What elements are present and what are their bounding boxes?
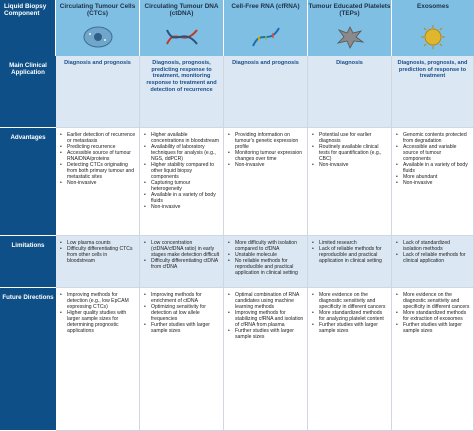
list-item: • Detecting CTCs originating from both primary tumour and metastatic sites: [67, 162, 136, 180]
list-item: • Further studies with larger sample sizes: [151, 322, 220, 334]
list-item: • Non-invasive: [403, 180, 470, 186]
list-item: • Accessible source of tumour RNA/DNA/proteins: [67, 150, 136, 162]
header-cfrna: [224, 0, 308, 56]
limitations-ctc: [56, 236, 140, 288]
advantages-ctdna-list: [143, 132, 220, 210]
main-app-ctc: Diagnosis and prognosis: [56, 56, 140, 128]
list-item: • More evidence on the diagnostic sensitivity and specificity in different cancers: [319, 292, 388, 310]
list-item: • Improving methods for enrichment of ctDNA: [151, 292, 220, 304]
rna-strand-icon: [249, 24, 283, 50]
list-item: • Non-invasive: [151, 204, 220, 210]
header-ctc-title: Circulating Tumour Cells (CTCs): [59, 3, 136, 18]
future-ctc: [56, 288, 140, 431]
list-item: • Predicting recurrence: [67, 144, 136, 150]
advantages-tep: [308, 128, 392, 236]
list-item: • Optimal combination of RNA candidates using machine learning methods: [235, 292, 304, 310]
list-item: • Non-invasive: [67, 180, 136, 186]
future-ctdna-list: [143, 292, 220, 334]
list-item: • Low plasma counts: [67, 240, 136, 246]
main-app-exo: Diagnosis, prognosis, and prediction of response to treatment: [392, 56, 474, 128]
main-app-ctdna: Diagnosis, prognosis, predicting response to treatment, monitoring response to treatment and detection of recurrence: [140, 56, 224, 128]
list-item: • Higher available concentrations in bloodstream: [151, 132, 220, 144]
list-item: • Monitoring tumour expression changes over time: [235, 150, 304, 162]
header-ctc: [56, 0, 140, 56]
advantages-exo-list: [395, 132, 470, 186]
list-item: • Lack of reliable methods for clinical application: [403, 252, 470, 264]
header-cfrna-title: Cell-Free RNA (cfRNA): [231, 3, 300, 10]
header-exo: [392, 0, 474, 56]
list-item: • Availability of laboratory techniques for analysis (e.g., NGS, ddPCR): [151, 144, 220, 162]
limitations-ctc-list: [59, 240, 136, 264]
list-item: • Difficulty differentiating ctDNA from cfDNA: [151, 258, 220, 270]
list-item: • Capturing tumour heterogeneity: [151, 180, 220, 192]
header-ctdna: [140, 0, 224, 56]
limitations-ctdna-list: [143, 240, 220, 270]
main-app-cfrna: Diagnosis and prognosis: [224, 56, 308, 128]
list-item: • Potential use for earlier diagnosis: [319, 132, 388, 144]
list-item: • Optimizing sensitivity for detection at low allele frequencies: [151, 304, 220, 322]
future-ctdna: [140, 288, 224, 431]
cell-icon: [81, 24, 115, 50]
list-item: • Earlier detection of recurrence or metastasis: [67, 132, 136, 144]
advantages-exo: [392, 128, 474, 236]
future-exo: [392, 288, 474, 431]
limitations-cfrna: [224, 236, 308, 288]
list-item: • Unstable molecule: [235, 252, 304, 258]
future-cfrna: [224, 288, 308, 431]
header-ctdna-title: Circulating Tumour DNA (ctDNA): [144, 3, 219, 18]
row-label-limitations: Limitations: [0, 236, 56, 288]
header-tep: [308, 0, 392, 56]
future-ctc-list: [59, 292, 136, 334]
list-item: • Lack of reliable methods for reproducible and practical application in clinical setting: [319, 246, 388, 264]
list-item: • Further studies with larger sample sizes: [235, 328, 304, 340]
advantages-tep-list: [311, 132, 388, 168]
list-item: • Genomic contents protected from degradation: [403, 132, 470, 144]
limitations-tep: [308, 236, 392, 288]
limitations-tep-list: [311, 240, 388, 264]
future-cfrna-list: [227, 292, 304, 340]
list-item: • Limited research: [319, 240, 388, 246]
limitations-ctdna: [140, 236, 224, 288]
list-item: • More difficulty with isolation compared to cfDNA: [235, 240, 304, 252]
row-label-main-app: Main Clinical Application: [0, 56, 56, 128]
list-item: • Further studies with larger sample sizes: [403, 322, 470, 334]
list-item: • Low concentration (ctDNA/cfDNA ratio) in early stages make detection difficult: [151, 240, 220, 258]
platelet-icon: [333, 24, 367, 50]
list-item: • More abundant: [403, 174, 470, 180]
future-exo-list: [395, 292, 470, 334]
limitations-exo-list: [395, 240, 470, 264]
future-tep: [308, 288, 392, 431]
advantages-ctc: [56, 128, 140, 236]
list-item: • More standardized methods for analyzing platelet content: [319, 310, 388, 322]
row-label-advantages: Advantages: [0, 128, 56, 236]
list-item: • More evidence on the diagnostic sensitivity and specificity in different cancers: [403, 292, 470, 310]
list-item: • More standardized methods for extraction of exosomes: [403, 310, 470, 322]
limitations-exo: [392, 236, 474, 288]
advantages-cfrna-list: [227, 132, 304, 168]
advantages-ctc-list: [59, 132, 136, 186]
list-item: • Available in a variety of body fluids: [403, 162, 470, 174]
list-item: • Higher stability compared to other liquid biopsy components: [151, 162, 220, 180]
list-item: • Further studies with larger sample sizes: [319, 322, 388, 334]
list-item: • Non-invasive: [235, 162, 304, 168]
list-item: • Non-invasive: [319, 162, 388, 168]
advantages-ctdna: [140, 128, 224, 236]
list-item: • Lack of standardized isolation methods: [403, 240, 470, 252]
header-component: [0, 0, 56, 56]
component-label: Liquid Biopsy Component: [4, 3, 47, 18]
advantages-cfrna: [224, 128, 308, 236]
future-tep-list: [311, 292, 388, 334]
list-item: • Improving methods for stabilizing cfRNA and isolation of cfRNA from plasma: [235, 310, 304, 328]
list-item: • Higher quality studies with larger sample sizes for determining prognostic applications: [67, 310, 136, 334]
exosome-icon: [416, 24, 450, 50]
row-label-future: Future Directions: [0, 288, 56, 431]
list-item: • Providing information on tumour's genetic expression profile: [235, 132, 304, 150]
header-tep-title: Tumour Educated Platelets (TEPs): [308, 3, 391, 18]
main-app-tep: Diagnosis: [308, 56, 392, 128]
header-exo-title: Exosomes: [417, 3, 449, 10]
list-item: • Available in a variety of body fluids: [151, 192, 220, 204]
list-item: • Improving methods for detection (e.g., low EpCAM expressing CTCs): [67, 292, 136, 310]
limitations-cfrna-list: [227, 240, 304, 276]
list-item: • Difficulty differentiating CTCs from other cells in bloodstream: [67, 246, 136, 264]
list-item: • Routinely available clinical tests for quantification (e.g., CBC): [319, 144, 388, 162]
list-item: • No reliable methods for reproducible and practical application in clinical setting: [235, 258, 304, 276]
list-item: • Accessible and variable source of tumour components: [403, 144, 470, 162]
dna-helix-icon: [165, 24, 199, 50]
